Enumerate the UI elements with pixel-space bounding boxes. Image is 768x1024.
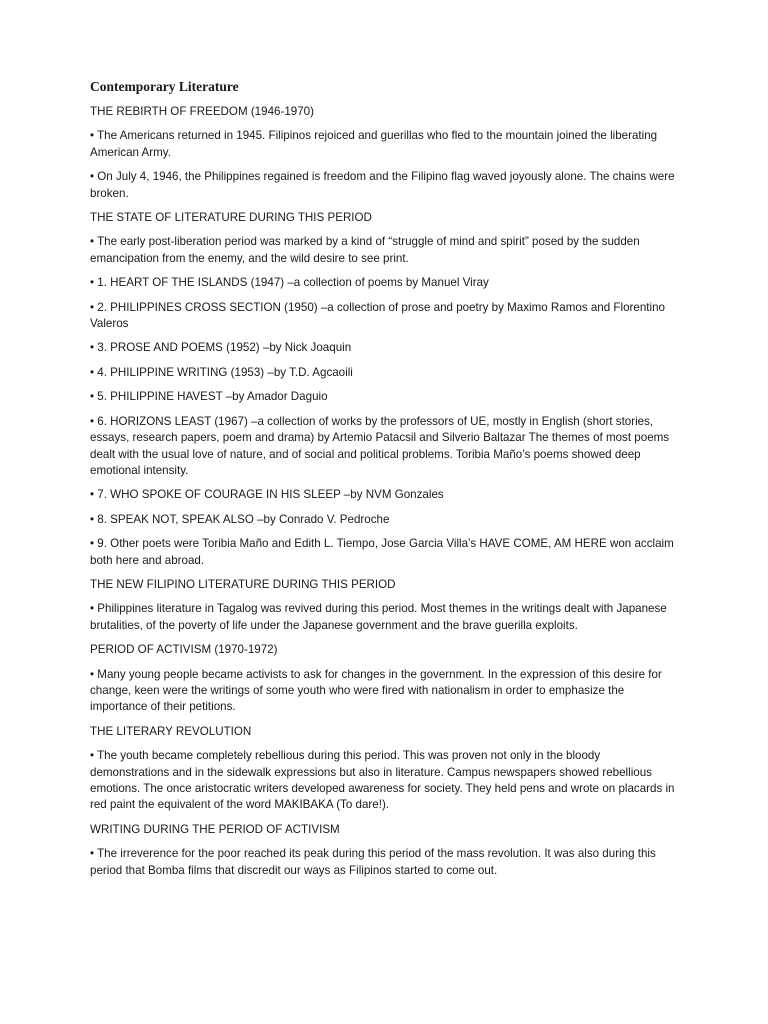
section-heading: THE NEW FILIPINO LITERATURE DURING THIS PERIOD — [90, 577, 396, 591]
bullet-paragraph: • The youth became completely rebellious during this period. This was proven not only in the bloody demonstrations and in the sidewalk expressions but also in literature. Campus newspapers showed rebellious emotions. The once aristocratic writers developed awareness for society. They held pens and wrote on placards in red paint the equivalent of the word MAKIBAKA (To dare!). — [90, 749, 675, 812]
bullet-paragraph: • Many young people became activists to ask for changes in the government. In the expression of this desire for change, keen were the writings of some youth who were fired with nationalism in order to emphasize the importance of their petitions. — [90, 667, 662, 714]
section-heading: THE REBIRTH OF FREEDOM (1946-1970) — [90, 105, 314, 118]
section-heading: WRITING DURING THE PERIOD OF ACTIVISM — [90, 822, 340, 836]
bullet-paragraph: • 2. PHILIPPINES CROSS SECTION (1950) –a collection of prose and poetry by Maximo Ramos and Florentino Valeros — [90, 300, 665, 331]
bullet-paragraph: • 3. PROSE AND POEMS (1952) –by Nick Joaquin — [90, 341, 352, 355]
section-heading: THE LITERARY REVOLUTION — [90, 724, 252, 738]
bullet-paragraph: • 8. SPEAK NOT, SPEAK ALSO –by Conrado V. Pedroche — [90, 512, 390, 526]
bullet-paragraph: • The early post-liberation period was marked by a kind of “struggle of mind and spirit” posed by the sudden emancipation from the enemy, and the wild desire to see print. — [90, 235, 640, 265]
bullet-paragraph: • 7. WHO SPOKE OF COURAGE IN HIS SLEEP –by NVM Gonzales — [90, 488, 444, 502]
bullet-paragraph: • 6. HORIZONS LEAST (1967) –a collection of works by the professors of UE, mostly in English (short stories, essays, research papers, poem and drama) by Artemio Patacsil and Silverio Baltazar The themes of most poems dealt with the usual love of nature, and of social and political problems. Toribia Maño’s poems showed deep emotional intensity. — [90, 414, 670, 477]
bullet-paragraph: • 4. PHILIPPINE WRITING (1953) –by T.D. Agcaoili — [90, 365, 353, 379]
document-title: Contemporary Literature — [90, 79, 239, 94]
section-heading: PERIOD OF ACTIVISM (1970-1972) — [90, 643, 278, 657]
section-heading: THE STATE OF LITERATURE DURING THIS PERIOD — [90, 211, 372, 225]
bullet-paragraph: • 9. Other poets were Toribia Maño and Edith L. Tiempo, Jose Garcia Villa’s HAVE COME, AM HERE won acclaim both here and abroad. — [90, 537, 674, 567]
bullet-paragraph: • Philippines literature in Tagalog was revived during this period. Most themes in the writings dealt with Japanese brutalities, of the poverty of life under the Japanese government and the brave guerilla exploits. — [90, 602, 667, 632]
document-page — [90, 78, 680, 887]
bullet-paragraph: • 1. HEART OF THE ISLANDS (1947) –a collection of poems by Manuel Viray — [90, 276, 489, 290]
bullet-paragraph: • On July 4, 1946, the Philippines regained is freedom and the Filipino flag waved joyously alone. The chains were broken. — [90, 170, 675, 200]
bullet-paragraph: • The irreverence for the poor reached its peak during this period of the mass revolution. It was also during this period that Bomba films that discredit our ways as Filipinos started to come out. — [90, 847, 656, 877]
bullet-paragraph: • 5. PHILIPPINE HAVEST –by Amador Daguio — [90, 390, 328, 404]
bullet-paragraph: • The Americans returned in 1945. Filipinos rejoiced and guerillas who fled to the mountain joined the liberating American Army. — [90, 129, 658, 159]
